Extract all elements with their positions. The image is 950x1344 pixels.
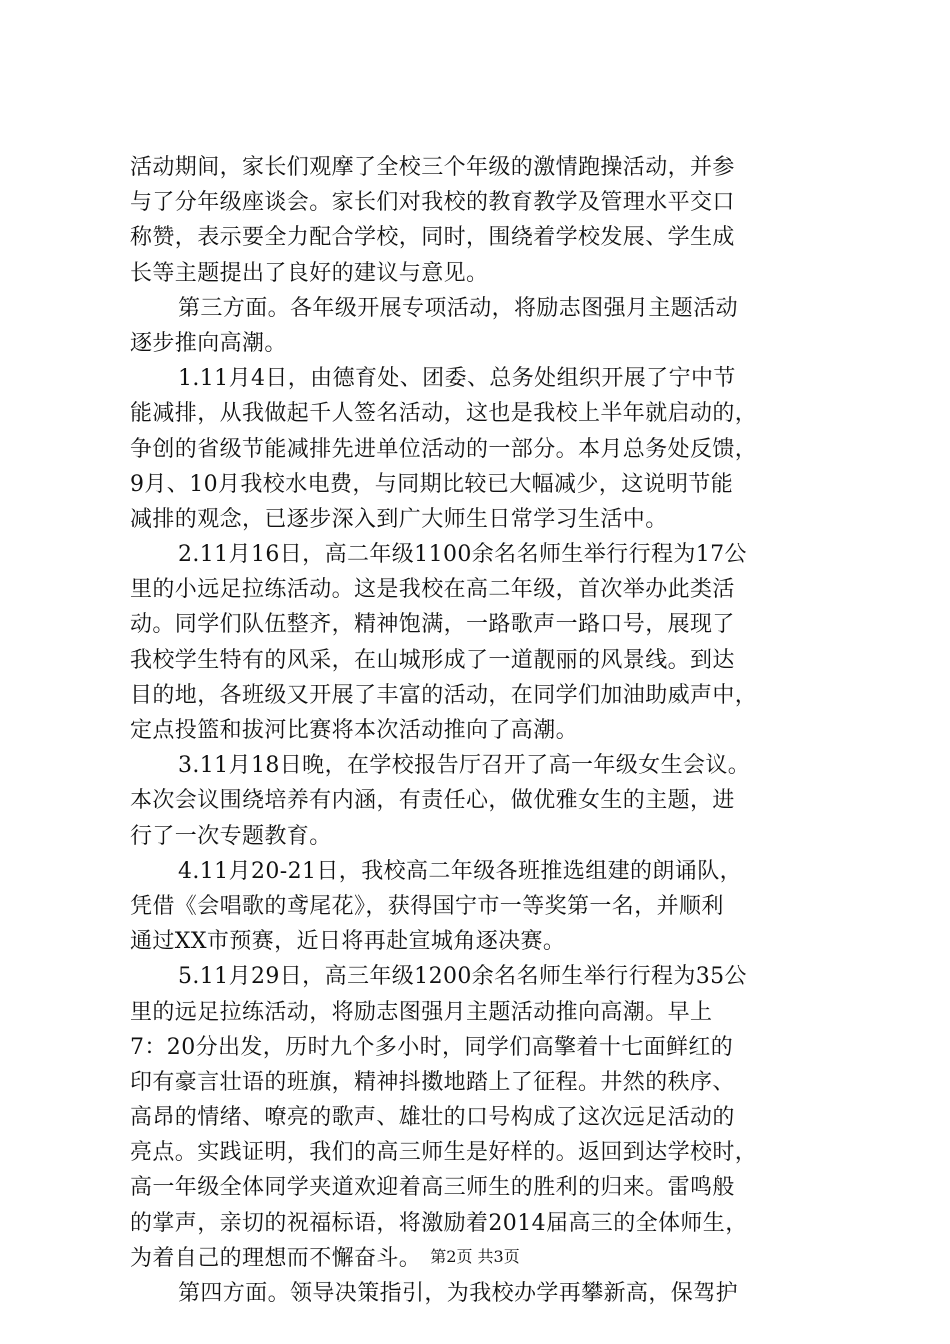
text-line: 里的小远足拉练活动。这是我校在高二年级，首次举办此类活	[130, 577, 735, 603]
text-line: 长等主题提出了良好的建议与意见。	[130, 260, 489, 286]
text-line: 里的远足拉练活动，将励志图强月主题活动推向高潮。早上	[130, 999, 713, 1025]
text-line: 2.11月16日，高二年级1100余名名师生举行行程为17公	[178, 542, 747, 568]
text-line: 亮点。实践证明，我们的高三师生是好样的。返回到达学校时，	[130, 1140, 758, 1166]
text-line: 逐步推向高潮。	[130, 330, 287, 356]
text-line: 高昂的情绪、嘹亮的歌声、雄壮的口号构成了这次远足活动的	[130, 1105, 735, 1131]
text-line: 为着自己的理想而不懈奋斗。	[130, 1245, 422, 1271]
text-line: 5.11月29日，高三年级1200余名名师生举行行程为35公	[178, 964, 747, 990]
text-line: 印有豪言壮语的班旗，精神抖擞地踏上了征程。井然的秩序、	[130, 1069, 735, 1095]
text-line: 能减排，从我做起千人签名活动，这也是我校上半年就启动的，	[130, 401, 758, 427]
text-line: 的掌声，亲切的祝福标语，将激励着2014届高三的全体师生，	[130, 1210, 748, 1236]
text-line: 减排的观念，已逐步深入到广大师生日常学习生活中。	[130, 506, 668, 532]
text-line: 7：20分出发，历时九个多小时，同学们高擎着十七面鲜红的	[130, 1034, 734, 1060]
text-line: 定点投篮和拔河比赛将本次活动推向了高潮。	[130, 718, 579, 743]
text-line: 争创的省级节能减排先进单位活动的一部分。本月总务处反馈，	[130, 436, 758, 462]
text-line: 9月、10月我校水电费，与同期比较已大幅减少，这说明节能	[130, 471, 734, 497]
text-line: 凭借《会唱歌的鸢尾花》，获得国宁市一等奖第一名，并顺利	[130, 893, 724, 919]
text-line: 行了一次专题教育。	[130, 823, 332, 849]
text-line: 第四方面。领导决策指引，为我校办学再攀新高，保驾护	[178, 1281, 739, 1306]
text-line: 高一年级全体同学夹道欢迎着高三师生的胜利的归来。雷鸣般	[130, 1175, 735, 1201]
text-line: 本次会议围绕培养有内涵，有责任心，做优雅女生的主题，进	[130, 788, 735, 814]
text-line: 通过XX市预赛，近日将再赴宣城角逐决赛。	[130, 929, 566, 955]
text-line: 活动期间，家长们观摩了全校三个年级的激情跑操活动，并参	[130, 155, 735, 180]
text-line: 称赞，表示要全力配合学校，同时，围绕着学校发展、学生成	[130, 225, 735, 251]
text-line: 第三方面。各年级开展专项活动，将励志图强月主题活动	[178, 295, 739, 321]
text-line: 3.11月18日晚，在学校报告厅召开了高一年级女生会议。	[178, 753, 751, 779]
text-line: 4.11月20-21日，我校高二年级各班推选组建的朗诵队，	[178, 858, 743, 884]
text-line: 1.11月4日，由德育处、团委、总务处组织开展了宁中节	[178, 366, 736, 392]
page-footer: 第2页 共3页	[430, 1247, 520, 1266]
text-line: 与了分年级座谈会。家长们对我校的教育教学及管理水平交口	[130, 190, 735, 216]
document-body	[130, 150, 830, 1311]
text-line: 动。同学们队伍整齐，精神饱满，一路歌声一路口号，展现了	[130, 612, 735, 638]
text-line: 我校学生特有的风采，在山城形成了一道靓丽的风景线。到达	[130, 647, 735, 673]
text-line: 目的地，各班级又开展了丰富的活动，在同学们加油助威声中，	[130, 682, 758, 708]
